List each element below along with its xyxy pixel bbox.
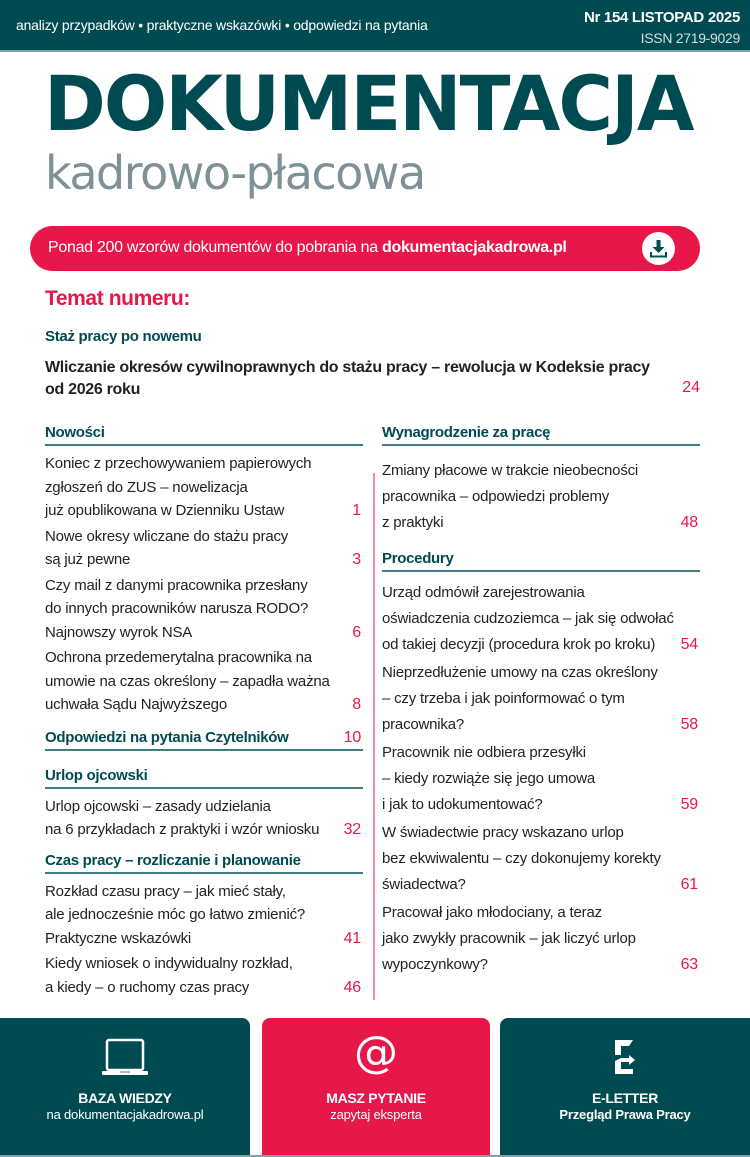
page-number: 63 xyxy=(680,956,698,973)
download-icon[interactable] xyxy=(642,232,675,265)
featured-heading: Temat numeru: xyxy=(45,287,190,310)
page-number: 48 xyxy=(680,514,698,531)
toc-item[interactable] xyxy=(45,646,363,717)
banner-text xyxy=(48,239,567,257)
panel-masz-pytanie[interactable] xyxy=(262,1018,490,1157)
top-bar xyxy=(0,0,750,50)
divider xyxy=(0,50,750,52)
page-number: 54 xyxy=(680,636,698,653)
panel-subtitle: na dokumentacjakadrowa.pl xyxy=(46,1107,204,1122)
magazine-subtitle: kadrowo-płacowa xyxy=(45,146,425,200)
page-number: 3 xyxy=(352,551,361,568)
item-line: Koniec z przechowywaniem papierowych xyxy=(45,455,312,472)
item-line: pracownika – odpowiedzi problemy xyxy=(382,488,610,505)
section-heading-urlop xyxy=(45,767,363,789)
page-number: 58 xyxy=(680,716,698,733)
page-number: 32 xyxy=(343,821,361,838)
title-line: od 2026 roku xyxy=(45,381,141,398)
title-line: Wliczanie okresów cywilnoprawnych do stażu pracy – rewolucja w Kodeksie pracy xyxy=(45,359,650,376)
panel-title: E-LETTER xyxy=(591,1090,659,1106)
item-line: umowie na czas określony – zapadła ważna xyxy=(45,672,330,690)
e-letter-logo-icon xyxy=(613,1038,637,1081)
item-line: i jak to udokumentować? xyxy=(382,796,543,813)
item-line: Nowe okresy wliczane do stażu pracy xyxy=(45,527,289,545)
magazine-title: DOKUMENTACJA xyxy=(44,59,693,148)
toc-item[interactable] xyxy=(382,580,700,658)
section-heading-procedury xyxy=(382,550,700,572)
item-line: świadectwa? xyxy=(382,876,466,893)
download-banner[interactable] xyxy=(30,226,700,271)
item-line: Czy mail z danymi pracownika przesłany xyxy=(45,576,308,594)
toc-item[interactable] xyxy=(45,574,363,645)
toc-left-column xyxy=(45,424,363,999)
item-line: do innych pracowników narusza RODO? xyxy=(45,600,309,617)
page-number: 61 xyxy=(680,876,698,893)
toc-item[interactable] xyxy=(45,880,363,951)
toc-item[interactable] xyxy=(45,525,363,572)
panel-baza-wiedzy[interactable] xyxy=(0,1018,250,1157)
page-number: 8 xyxy=(352,696,361,713)
item-line: Rozkład czasu pracy – jak mieć stały, xyxy=(45,882,286,900)
section-title: Procedury xyxy=(382,550,454,567)
item-line: z praktyki xyxy=(382,514,444,531)
item-line: Kiedy wniosek o indywidualny rozkład, xyxy=(45,955,293,972)
panel-e-letter[interactable] xyxy=(500,1018,750,1157)
item-line: jako zwykły pracownik – jak liczyć urlop xyxy=(382,930,636,947)
item-line: Praktyczne wskazówki xyxy=(45,929,192,947)
item-line: pracownika? xyxy=(382,716,465,733)
toc-item[interactable] xyxy=(382,660,700,738)
panel-subtitle: Przegląd Prawa Pracy xyxy=(559,1107,691,1122)
item-line: a kiedy – o ruchomy czas pracy xyxy=(45,978,250,996)
section-title: Czas pracy – rozliczanie i planowanie xyxy=(45,851,301,869)
toc-item[interactable] xyxy=(45,952,363,999)
panel-title: MASZ PYTANIE xyxy=(326,1090,426,1106)
page-number: 10 xyxy=(343,728,361,746)
item-line: oświadczenia cudzoziemca – jak się odwołać xyxy=(382,610,674,627)
toc-item[interactable] xyxy=(45,795,363,842)
item-line: bez ekwiwalentu – czy dokonujemy korekty xyxy=(382,850,661,867)
toc-right-column xyxy=(382,424,700,978)
toc-item[interactable] xyxy=(45,452,363,523)
page-number: 1 xyxy=(352,502,361,519)
issn: ISSN 2719-9029 xyxy=(640,30,740,46)
tagline: analizy przypadków • praktyczne wskazówki • odpowiedzi na pytania xyxy=(16,17,428,33)
item-line: na 6 przykładach z praktyki i wzór wniosku xyxy=(45,821,320,838)
item-line: Urząd odmówił zarejestrowania xyxy=(382,584,585,601)
item-line: są już pewne xyxy=(45,551,131,568)
section-title: Nowości xyxy=(45,424,105,441)
item-line: zgłoszeń do ZUS – nowelizacja xyxy=(45,478,248,496)
item-line: Zmiany płacowe w trakcie nieobecności xyxy=(382,462,639,479)
section-heading-nowosci xyxy=(45,424,363,446)
featured-section: Staż pracy po nowemu xyxy=(45,328,202,345)
panel-subtitle: zapytaj eksperta xyxy=(330,1107,422,1122)
toc-item[interactable] xyxy=(382,458,700,536)
section-title: Odpowiedzi na pytania Czytelników xyxy=(45,728,289,746)
item-line: Pracował jako młodociany, a teraz xyxy=(382,904,602,921)
page-number: 6 xyxy=(352,623,361,641)
column-divider xyxy=(373,473,375,1000)
section-heading-odpowiedzi[interactable] xyxy=(45,729,363,751)
item-line: uchwała Sądu Najwyższego xyxy=(45,696,227,713)
page-number: 24 xyxy=(682,379,700,396)
laptop-icon xyxy=(101,1038,149,1083)
page-number: 46 xyxy=(343,978,361,996)
item-line: ale jednocześnie móc go łatwo zmienić? xyxy=(45,906,306,923)
banner-text-label: Ponad 200 wzorów dokumentów do pobrania na xyxy=(48,239,382,256)
item-line: Najnowszy wyrok NSA xyxy=(45,623,193,641)
item-line: już opublikowana w Dzienniku Ustaw xyxy=(45,502,285,519)
section-heading-czas-pracy xyxy=(45,852,363,874)
item-line: wypoczynkowy? xyxy=(382,956,488,973)
item-line: – kiedy rozwiąże się jego umowa xyxy=(382,770,596,787)
toc-item[interactable] xyxy=(382,820,700,898)
toc-item[interactable] xyxy=(382,740,700,818)
section-heading-wynagrodzenie xyxy=(382,424,700,446)
item-line: Nieprzedłużenie umowy na czas określony xyxy=(382,664,658,681)
item-line: – czy trzeba i jak poinformować o tym xyxy=(382,690,625,707)
item-line: od takiej decyzji (procedura krok po kroku) xyxy=(382,636,656,653)
toc-item[interactable] xyxy=(382,900,700,978)
issue-number: Nr 154 LISTOPAD 2025 xyxy=(583,9,740,26)
page-number: 59 xyxy=(680,796,698,813)
panel-title: BAZA WIEDZY xyxy=(78,1090,172,1106)
featured-article-title[interactable] xyxy=(45,357,665,401)
section-title: Wynagrodzenie za pracę xyxy=(382,424,551,441)
item-line: Ochrona przedemerytalna pracownika na xyxy=(45,649,312,666)
at-sign-icon: @ xyxy=(354,1027,398,1078)
section-title: Urlop ojcowski xyxy=(45,766,148,784)
item-line: Urlop ojcowski – zasady udzielania xyxy=(45,797,271,815)
item-line: W świadectwie pracy wskazano urlop xyxy=(382,824,624,841)
page-number: 41 xyxy=(343,929,361,947)
banner-link[interactable]: dokumentacjakadrowa.pl xyxy=(382,239,567,256)
item-line: Pracownik nie odbiera przesyłki xyxy=(382,744,586,761)
